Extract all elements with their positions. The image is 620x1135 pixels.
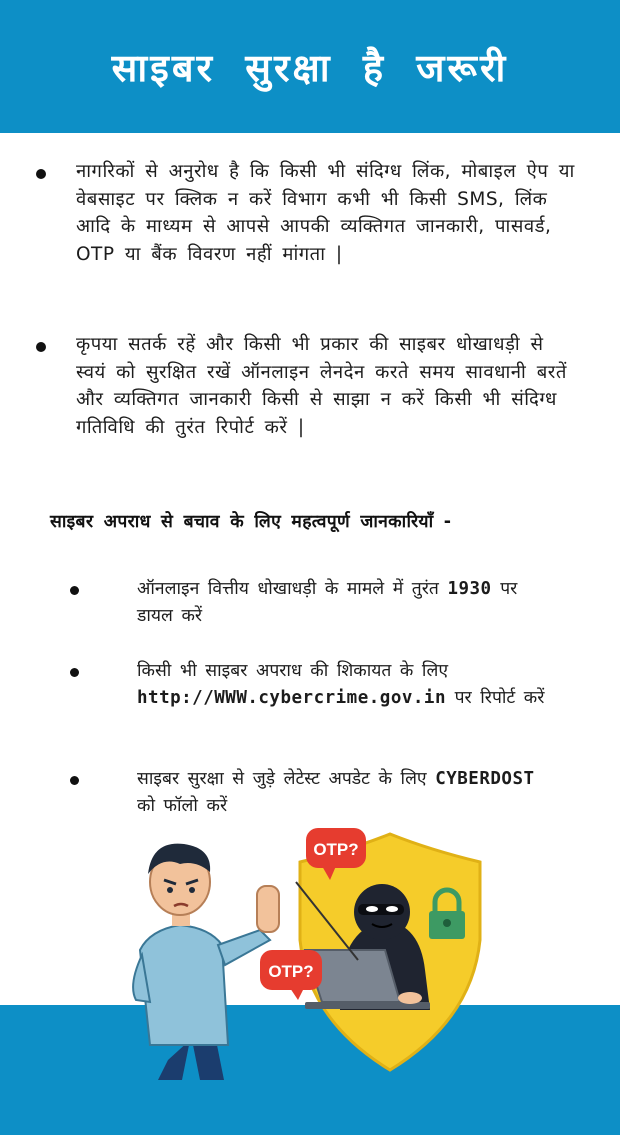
tip-item [70, 576, 550, 630]
cybercrime-portal-link[interactable]: http://WWW.cybercrime.gov.in [137, 688, 447, 708]
tip-text-end: को फॉलो करें [137, 796, 228, 816]
tip-text-start: ऑनलाइन वित्तीय धोखाधड़ी के मामले में तुरंत [137, 579, 439, 599]
header-banner [0, 0, 620, 133]
bullet-icon [36, 169, 46, 179]
man-character-icon [133, 844, 279, 1080]
bullet-icon [70, 586, 79, 595]
advisory-text: कृपया सतर्क रहें और किसी भी प्रकार की साइबर धोखाधड़ी से स्वयं को सुरक्षित रखें ऑनलाइन लेनदेन करते समय सावधानी बरतें और व्यक्तिगत जानकारी किसी से साझा न करें किसी भी संदिग्ध गतिविधि की तुरंत रिपोर्ट करें | [76, 334, 567, 438]
bullet-icon [70, 776, 79, 785]
cyber-security-illustration [100, 820, 500, 1080]
tip-item [70, 658, 550, 712]
bullet-icon [70, 668, 79, 677]
otp-bubble-top-label: OTP? [313, 840, 359, 859]
section-heading: साइबर अपराध से बचाव के लिए महत्वपूर्ण जानकारियाँ - [50, 512, 452, 532]
tip-item [70, 766, 550, 820]
tip-text-end: पर डायल करें [137, 579, 518, 626]
tip-text-start: साइबर सुरक्षा से जुड़े लेटेस्ट अपडेट के लिए [137, 769, 427, 789]
bullet-icon [36, 342, 46, 352]
advisory-paragraph [36, 158, 576, 268]
otp-bubble-bottom-label: OTP? [268, 962, 314, 981]
otp-bubble-bottom [260, 950, 322, 1000]
advisory-paragraph [36, 331, 576, 441]
tip-text-end: पर रिपोर्ट करें [454, 688, 545, 708]
tip-text [137, 658, 550, 712]
advisory-text: नागरिकों से अनुरोध है कि किसी भी संदिग्ध लिंक, मोबाइल ऐप या वेबसाइट पर क्लिक न करें विभाग कभी भी किसी SMS, लिंक आदि के माध्यम से आपसे आपकी व्यक्तिगत जानकारी, पासवर्ड, OTP या बैंक विवरण नहीं मांगता | [76, 161, 575, 265]
cyberdost-handle: CYBERDOST [435, 769, 535, 789]
helpline-number: 1930 [447, 579, 492, 599]
tip-text-start: किसी भी साइबर अपराध की शिकायत के लिए [137, 661, 448, 681]
tip-text [137, 766, 550, 820]
tip-text [137, 576, 550, 630]
page-title: साइबर सुरक्षा है जरूरी [111, 45, 509, 90]
